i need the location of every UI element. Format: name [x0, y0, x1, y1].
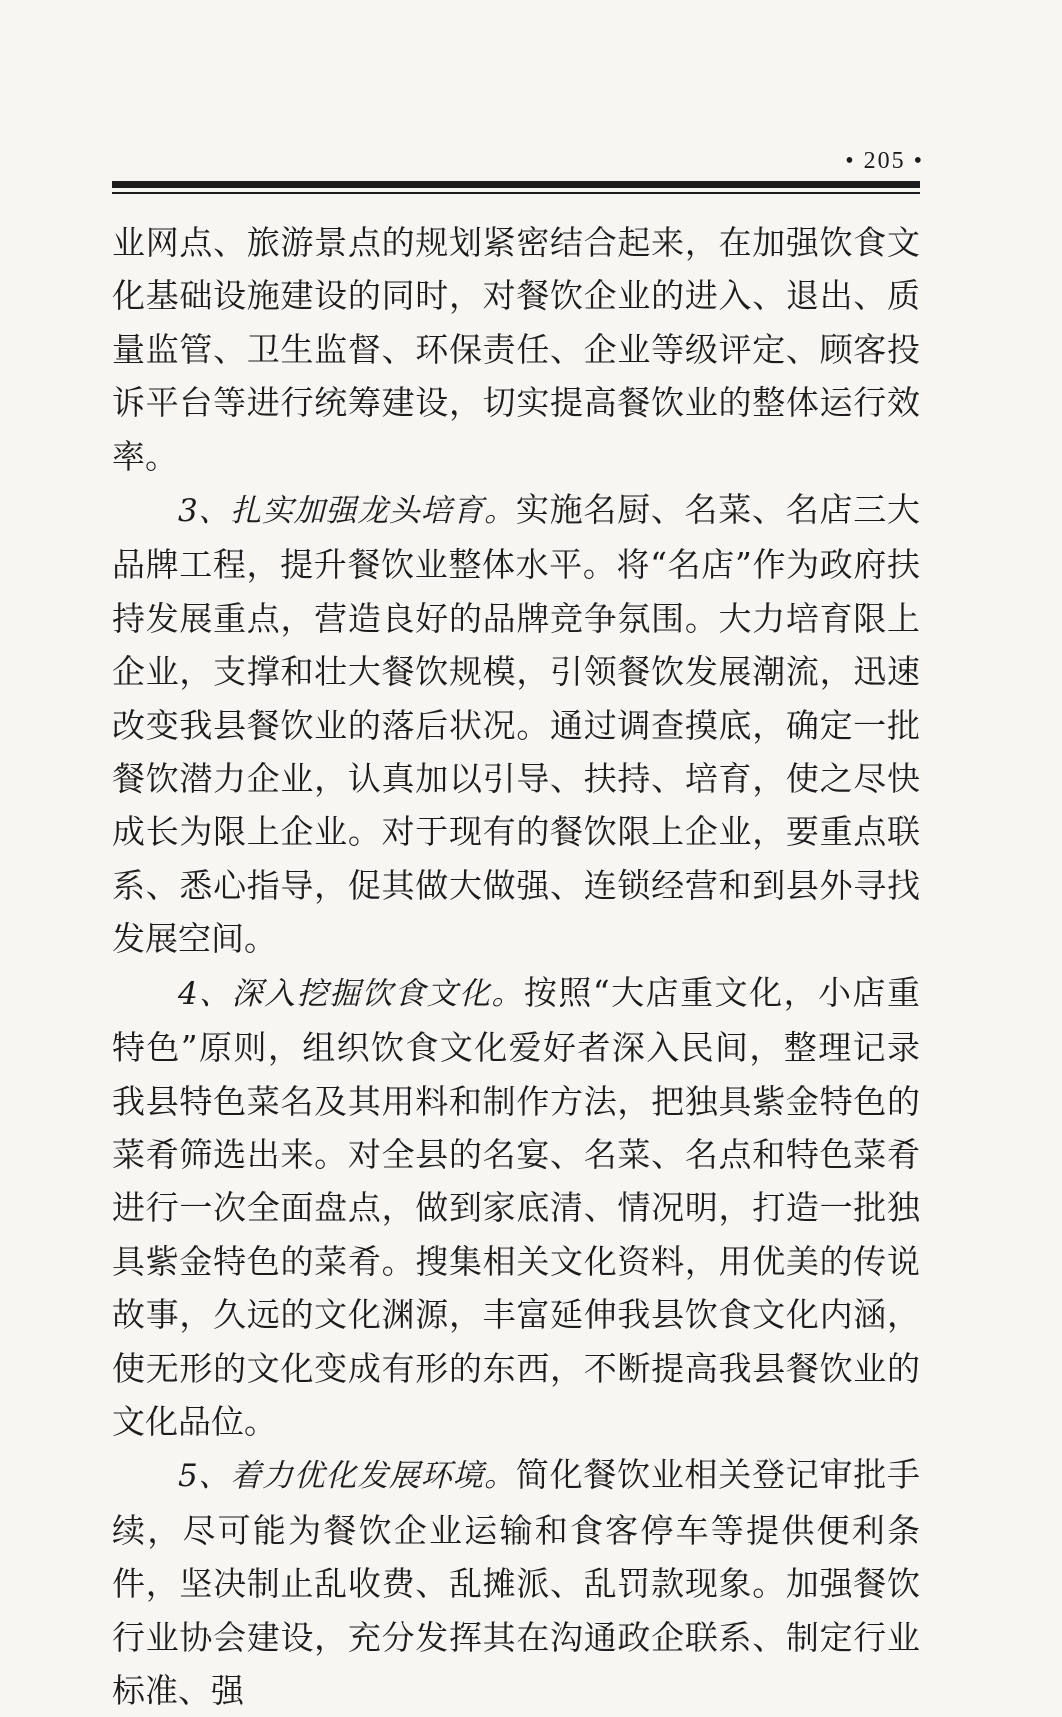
header-rule-thick	[112, 181, 920, 188]
header-rule-thin	[112, 192, 920, 194]
paragraph-2-text: 实施名厨、名菜、名店三大品牌工程，提升餐饮业整体水平。将“名店”作为政府扶持发展重点，营造良好的品牌竞争氛围。大力培育限上企业，支撑和壮大餐饮规模，引领餐饮发展潮流，迅速改变我县餐饮业的落后状况。通过调查摸底，确定一批餐饮潜力企业，认真加以引导、扶持、培育，使之尽快成长为限上企业。对于现有的餐饮限上企业，要重点联系、悉心指导，促其做大做强、连锁经营和到县外寻找发展空间。	[112, 490, 920, 959]
body-text	[112, 216, 920, 1717]
paragraph-1	[112, 216, 920, 483]
paragraph-4	[112, 1448, 920, 1717]
section-heading-3: 3、扎实加强龙头培育。	[178, 493, 516, 530]
paragraph-2	[112, 483, 920, 966]
paragraph-4-text: 简化餐饮业相关登记审批手续，尽可能为餐饮企业运输和食客停车等提供便利条件，坚决制止乱收费、乱摊派、乱罚款现象。加强餐饮行业协会建设，充分发挥其在沟通政企联系、制定行业标准、强	[112, 1455, 920, 1710]
paragraph-1-text: 业网点、旅游景点的规划紧密结合起来，在加强饮食文化基础设施建设的同时，对餐饮企业的进入、退出、质量监管、卫生监督、环保责任、企业等级评定、顾客投诉平台等进行统筹建设，切实提高餐饮业的整体运行效率。	[112, 223, 920, 476]
section-heading-4: 4、深入挖掘饮食文化。	[178, 975, 524, 1012]
section-heading-5: 5、着力优化发展环境。	[178, 1458, 516, 1495]
paragraph-3-text: 按照“大店重文化，小店重特色”原则，组织饮食文化爱好者深入民间，整理记录我县特色菜名及其用料和制作方法，把独具紫金特色的菜肴筛选出来。对全县的名宴、名菜、名点和特色菜肴进行一次全面盘点，做到家底清、情况明，打造一批独具紫金特色的菜肴。搜集相关文化资料，用优美的传说故事，久远的文化渊源，丰富延伸我县饮食文化内涵，使无形的文化变成有形的东西，不断提高我县餐饮业的文化品位。	[112, 972, 920, 1441]
paragraph-3	[112, 966, 920, 1449]
page-number: • 205 •	[845, 148, 924, 174]
